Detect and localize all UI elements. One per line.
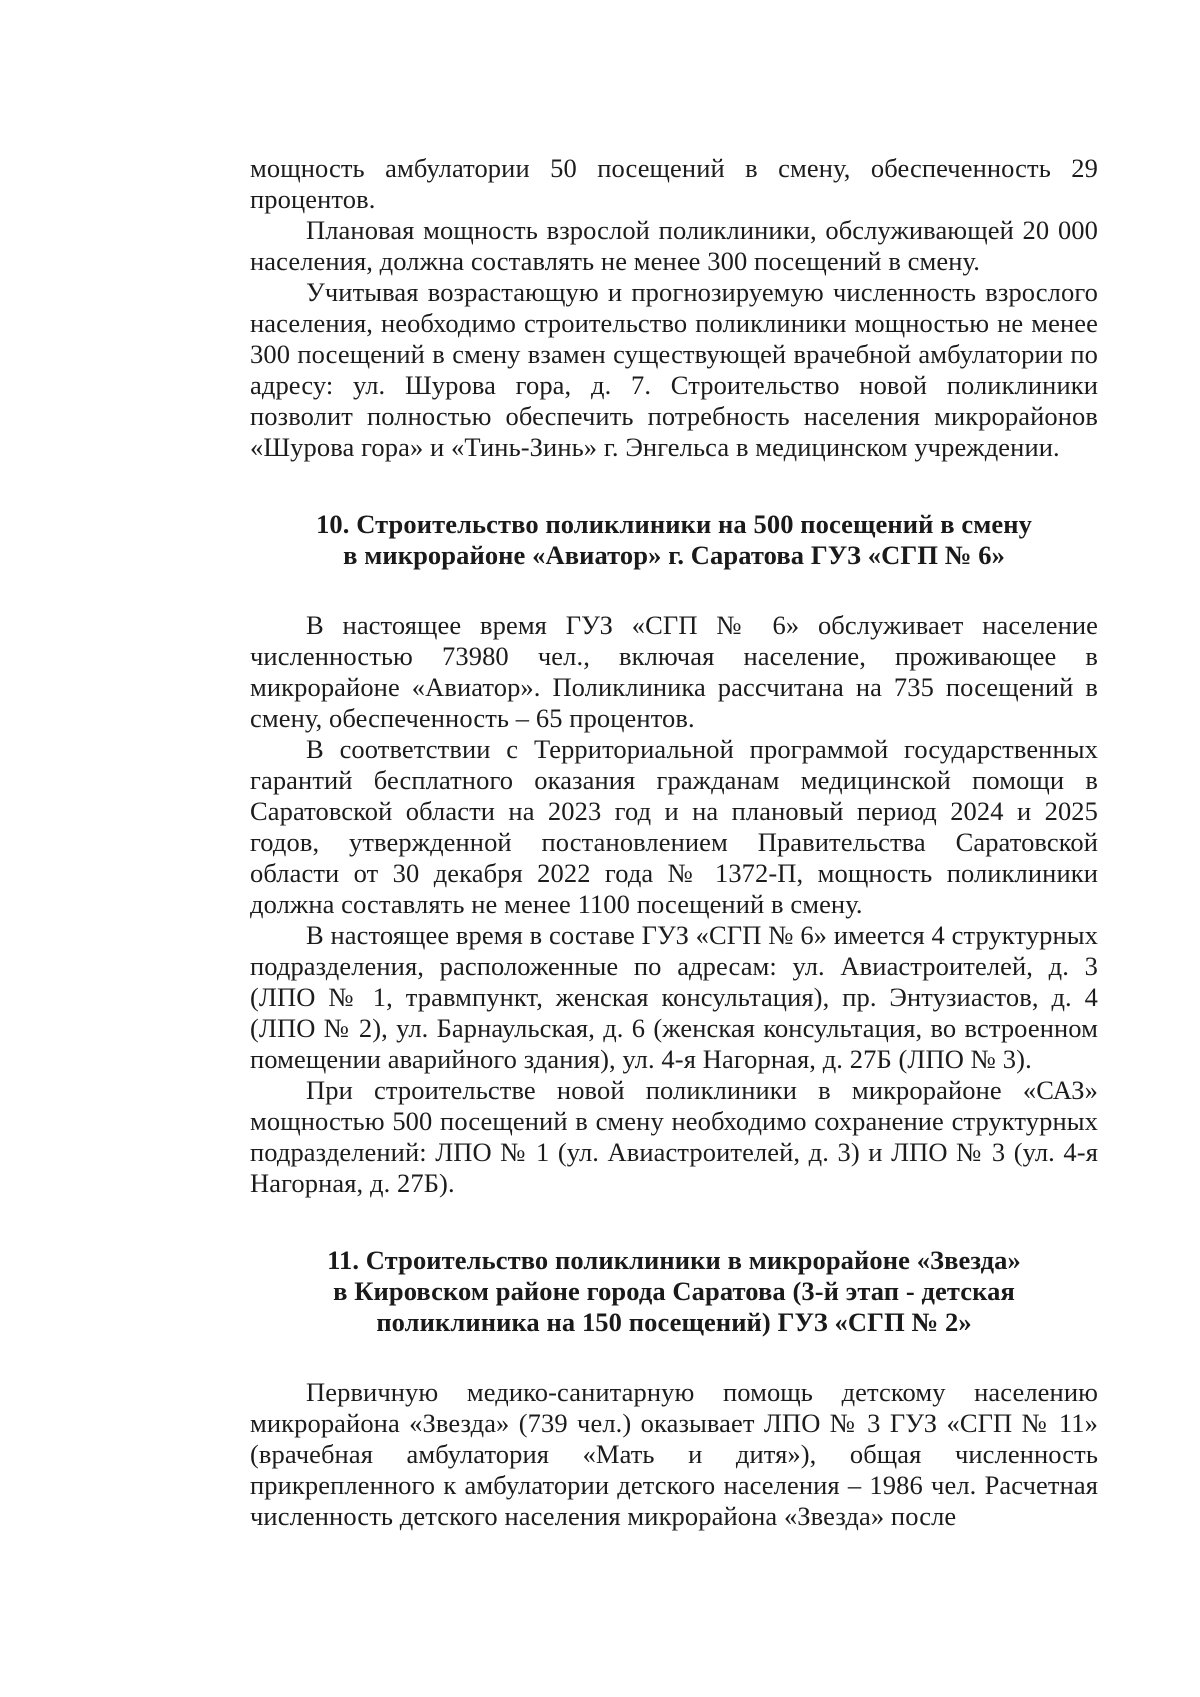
intro-paragraph-1: мощность амбулатории 50 посещений в смену, обеспеченность 29 процентов. [250, 153, 1098, 214]
section-10-paragraph-2: В соответствии с Территориальной программой государственных гарантий бесплатного оказания гражданам медицинской помощи в Саратовской области на 2023 год и на плановый период 2024 и 2025 годов, утвержденной постановлением Правительства Саратовской области от 30 декабря 2022 года № 1372-П, мощность поликлиники должна составлять не менее 1100 посещений в смену. [250, 734, 1098, 919]
section-10-paragraph-3: В настоящее время в составе ГУЗ «СГП № 6» имеется 4 структурных подразделения, расположенные по адресам: ул. Авиастроителей, д. 3 (ЛПО № 1, травмпункт, женская консультация), пр. Энтузиастов, д. 4 (ЛПО № 2), ул. Барнаульская, д. 6 (женская консультация, во встроенном помещении аварийного здания), ул. 4-я Нагорная, д. 27Б (ЛПО № 3). [250, 920, 1098, 1074]
section-10-paragraph-4: При строительстве новой поликлиники в микрорайоне «САЗ» мощностью 500 посещений в смену необходимо сохранение структурных подразделений: ЛПО № 1 (ул. Авиастроителей, д. 3) и ЛПО № 3 (ул. 4-я Нагорная, д. 27Б). [250, 1075, 1098, 1198]
section-11-heading-line-3: поликлиника на 150 посещений) ГУЗ «СГП № 2» [376, 1307, 972, 1337]
section-10-heading [250, 509, 1098, 571]
intro-paragraph-2: Плановая мощность взрослой поликлиники, обслуживающей 20 000 населения, должна составлять не менее 300 посещений в смену. [250, 215, 1098, 276]
document-body [250, 153, 1098, 1532]
section-11-heading-line-1: 11. Строительство поликлиники в микрорайоне «Звезда» [327, 1245, 1021, 1275]
section-11-paragraph-1: Первичную медико-санитарную помощь детскому населению микрорайона «Звезда» (739 чел.) оказывает ЛПО № 3 ГУЗ «СГП № 11» (врачебная амбулатория «Мать и дитя»), общая численность прикрепленного к амбулатории детского населения – 1986 чел. Расчетная численность детского населения микрорайона «Звезда» после [250, 1377, 1098, 1531]
section-10-paragraph-1: В настоящее время ГУЗ «СГП № 6» обслуживает население численностью 73980 чел., включая население, проживающее в микрорайоне «Авиатор». Поликлиника рассчитана на 735 посещений в смену, обеспеченность – 65 процентов. [250, 610, 1098, 733]
section-10-heading-line-1: 10. Строительство поликлиники на 500 посещений в смену [316, 509, 1032, 539]
intro-paragraph-3: Учитывая возрастающую и прогнозируемую численность взрослого населения, необходимо строительство поликлиники мощностью не менее 300 посещений в смену взамен существующей врачебной амбулатории по адресу: ул. Шурова гора, д. 7. Строительство новой поликлиники позволит полностью обеспечить потребность населения микрорайонов «Шурова гора» и «Тинь-Зинь» г. Энгельса в медицинском учреждении. [250, 277, 1098, 462]
section-10-heading-line-2: в микрорайоне «Авиатор» г. Саратова ГУЗ «СГП № 6» [343, 540, 1005, 570]
section-11-heading-line-2: в Кировском районе города Саратова (3-й этап - детская [333, 1276, 1015, 1306]
section-11-heading [250, 1245, 1098, 1338]
